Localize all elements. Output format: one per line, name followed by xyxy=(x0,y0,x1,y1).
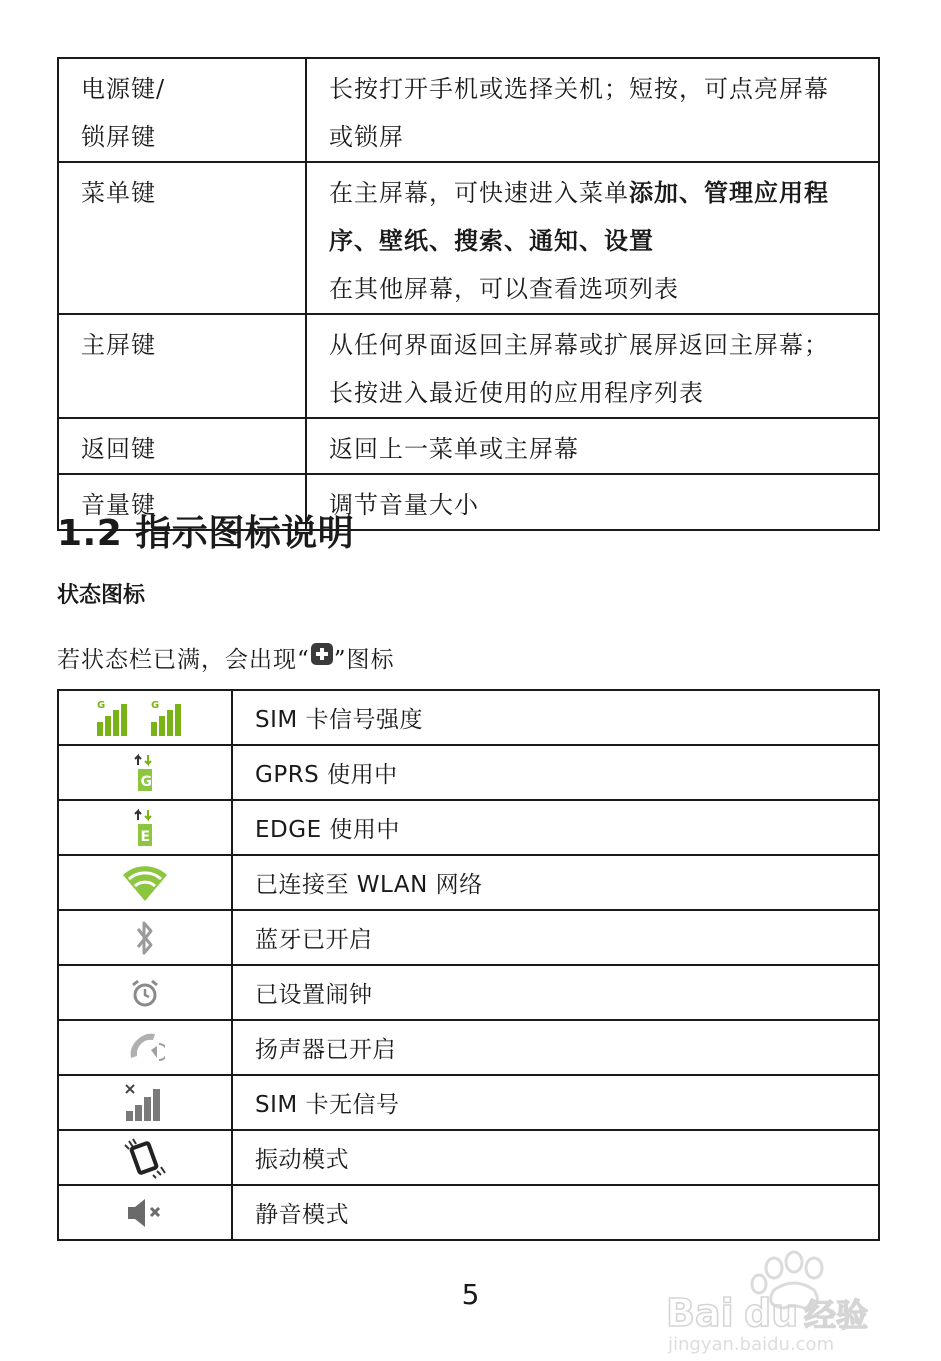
table-row xyxy=(58,800,879,855)
sim-signal-strength-icon xyxy=(95,699,195,730)
table-row xyxy=(58,965,879,1020)
key-desc: 在其他屏幕，可以查看选项列表 xyxy=(329,275,679,303)
icon-label: EDGE 使用中 xyxy=(232,800,879,855)
plus-badge-icon xyxy=(311,643,333,665)
page-number: 5 xyxy=(461,1278,480,1311)
key-desc: 长按打开手机或选择关机；短按，可点亮屏幕 xyxy=(329,75,829,103)
table-row xyxy=(58,314,879,418)
icon-label: 蓝牙已开启 xyxy=(232,910,879,965)
icons-table xyxy=(57,689,880,1241)
table-row xyxy=(58,58,879,162)
table-row xyxy=(58,855,879,910)
svg-text:G: G xyxy=(140,773,152,790)
icon-label: 静音模式 xyxy=(232,1185,879,1240)
key-desc: 或锁屏 xyxy=(329,123,404,151)
key-desc: 返回上一菜单或主屏幕 xyxy=(329,435,579,463)
keys-table xyxy=(57,57,880,531)
svg-text:E: E xyxy=(140,828,151,845)
vibrate-icon xyxy=(123,1144,167,1170)
table-row xyxy=(58,1130,879,1185)
svg-text:jingyan.baidu.com: jingyan.baidu.com xyxy=(668,1334,835,1355)
note-text-after: ”图标 xyxy=(333,647,395,673)
key-name: 音量键 xyxy=(81,491,156,519)
speakerphone-icon xyxy=(125,1034,165,1060)
icon-label: 已连接至 WLAN 网络 xyxy=(232,855,879,910)
watermark-logo xyxy=(664,1246,894,1356)
table-row xyxy=(58,1075,879,1130)
key-desc-bold: 添加、管理应用程 xyxy=(629,179,829,207)
table-row xyxy=(58,418,879,474)
wifi-icon xyxy=(121,869,169,895)
no-signal-icon xyxy=(124,1089,166,1115)
table-row xyxy=(58,745,879,800)
key-desc-bold: 序、壁纸、搜索、通知、设置 xyxy=(329,227,654,255)
table-row xyxy=(58,910,879,965)
svg-text:经验: 经验 xyxy=(804,1296,869,1334)
gprs-icon xyxy=(134,759,156,790)
key-desc: 在主屏幕，可快速进入菜单 xyxy=(329,179,629,207)
key-name: 主屏键 xyxy=(81,331,156,359)
section-title: 1.2 指示图标说明 xyxy=(57,513,355,554)
icon-label: GPRS 使用中 xyxy=(232,745,879,800)
alarm-icon xyxy=(130,979,160,1005)
key-name: 菜单键 xyxy=(81,179,156,207)
icon-label: 振动模式 xyxy=(232,1130,879,1185)
svg-text:du: du xyxy=(744,1291,799,1335)
key-desc: 从任何界面返回主屏幕或扩展屏返回主屏幕； xyxy=(329,331,829,359)
subheading: 状态图标 xyxy=(57,583,146,608)
edge-icon xyxy=(134,814,156,845)
svg-text:G: G xyxy=(97,699,106,711)
table-row xyxy=(58,690,879,745)
mute-icon xyxy=(125,1199,165,1225)
key-desc: 调节音量大小 xyxy=(329,491,479,519)
icon-label: 已设置闹钟 xyxy=(232,965,879,1020)
icon-label: SIM 卡信号强度 xyxy=(232,690,879,745)
key-name: 返回键 xyxy=(81,435,156,463)
table-row xyxy=(58,1020,879,1075)
note-text-before: 若状态栏已满，会出现“ xyxy=(57,647,310,673)
key-name: 电源键/ xyxy=(81,75,166,103)
status-bar-note xyxy=(57,641,395,674)
svg-text:Bai: Bai xyxy=(666,1291,734,1335)
key-desc: 长按进入最近使用的应用程序列表 xyxy=(329,379,704,407)
table-row xyxy=(58,1185,879,1240)
icon-label: 扬声器已开启 xyxy=(232,1020,879,1075)
key-name: 锁屏键 xyxy=(81,123,156,151)
svg-text:G: G xyxy=(151,699,160,711)
bluetooth-icon xyxy=(134,924,156,950)
icon-label: SIM 卡无信号 xyxy=(232,1075,879,1130)
table-row xyxy=(58,162,879,314)
